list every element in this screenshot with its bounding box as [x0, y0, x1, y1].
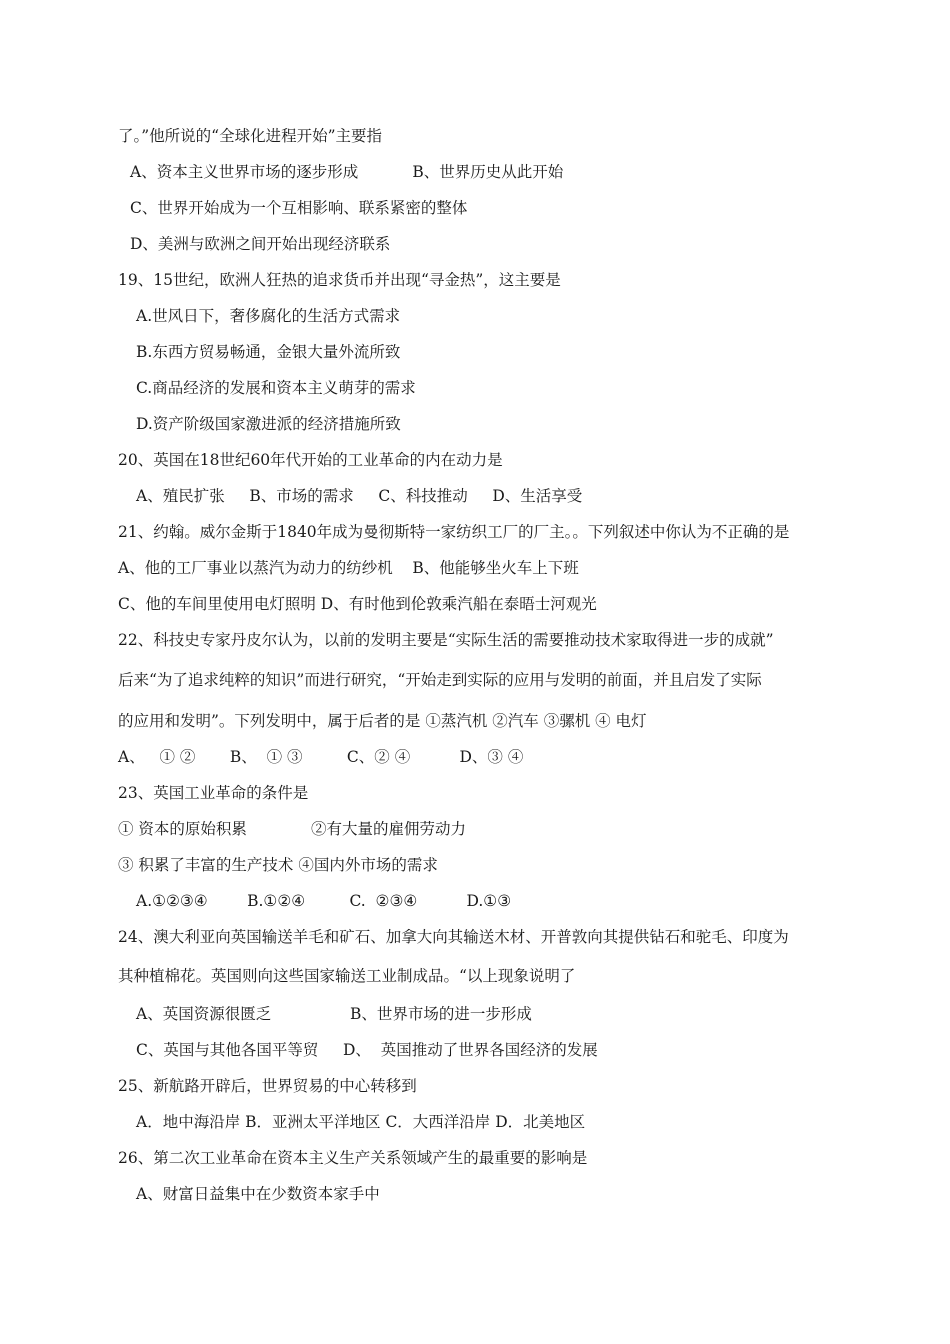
text-line: 后来“为了追求纯粹的知识”而进行研究，“开始走到实际的应用与发明的前面，并且启发了实际 — [118, 671, 762, 689]
option-line: C、他的车间里使用电灯照明 D、有时他到伦敦乘汽船在泰晤士河观光 — [118, 595, 597, 613]
option-line: A、 ① ② B、 ① ③ C、② ④ D、③ ④ — [118, 748, 524, 766]
option-line: A、殖民扩张 B、市场的需求 C、科技推动 D、生活享受 — [136, 487, 583, 505]
option-line: A．地中海沿岸 B．亚洲太平洋地区 C．大西洋沿岸 D．北美地区 — [136, 1113, 586, 1131]
option-line: A.世风日下，奢侈腐化的生活方式需求 — [136, 307, 401, 325]
question-21: 21、约翰。威尔金斯于1840年成为曼彻斯特一家纺织工厂的厂主。。下列叙述中你认为不正确的是 — [118, 523, 790, 541]
option-line: C、世界开始成为一个互相影响、联系紧密的整体 — [130, 199, 468, 217]
text-line: 了。”他所说的“全球化进程开始”主要指 — [118, 127, 383, 145]
option-line: A、英国资源很匮乏 B、世界市场的进一步形成 — [136, 1005, 532, 1023]
question-19: 19、15世纪，欧洲人狂热的追求货币并出现“寻金热”，这主要是 — [118, 271, 561, 289]
text-line: ① 资本的原始积累 ②有大量的雇佣劳动力 — [118, 820, 466, 838]
option-line: A、财富日益集中在少数资本家手中 — [136, 1185, 380, 1203]
option-line: C、英国与其他各国平等贸 D、 英国推动了世界各国经济的发展 — [136, 1041, 598, 1059]
option-line: A、他的工厂事业以蒸汽为动力的纺纱机 B、他能够坐火车上下班 — [118, 559, 579, 577]
option-line: A、资本主义世界市场的逐步形成 B、世界历史从此开始 — [130, 163, 564, 181]
option-line: A.①②③④ B.①②④ C. ②③④ D.①③ — [136, 892, 512, 910]
option-line: C.商品经济的发展和资本主义萌芽的需求 — [136, 379, 416, 397]
option-line: D、美洲与欧洲之间开始出现经济联系 — [130, 235, 391, 253]
question-22: 22、科技史专家丹皮尔认为，以前的发明主要是“实际生活的需要推动技术家取得进一步的成就” — [118, 631, 774, 649]
question-25: 25、新航路开辟后，世界贸易的中心转移到 — [118, 1077, 417, 1095]
text-line: 其种植棉花。英国则向这些国家输送工业制成品。“以上现象说明了 — [118, 967, 576, 985]
question-20: 20、英国在18世纪60年代开始的工业革命的内在动力是 — [118, 451, 503, 469]
question-26: 26、第二次工业革命在资本主义生产关系领域产生的最重要的影响是 — [118, 1149, 588, 1167]
option-line: B.东西方贸易畅通，金银大量外流所致 — [136, 343, 401, 361]
question-24: 24、澳大利亚向英国输送羊毛和矿石、加拿大向其输送木材、开普敦向其提供钻石和驼毛、印度为 — [118, 928, 789, 946]
question-23: 23、英国工业革命的条件是 — [118, 784, 309, 802]
option-line: D.资产阶级国家激进派的经济措施所致 — [136, 415, 401, 433]
text-line: 的应用和发明”。下列发明中，属于后者的是 ①蒸汽机 ②汽车 ③骡机 ④ 电灯 — [118, 712, 647, 730]
text-line: ③ 积累了丰富的生产技术 ④国内外市场的需求 — [118, 856, 438, 874]
